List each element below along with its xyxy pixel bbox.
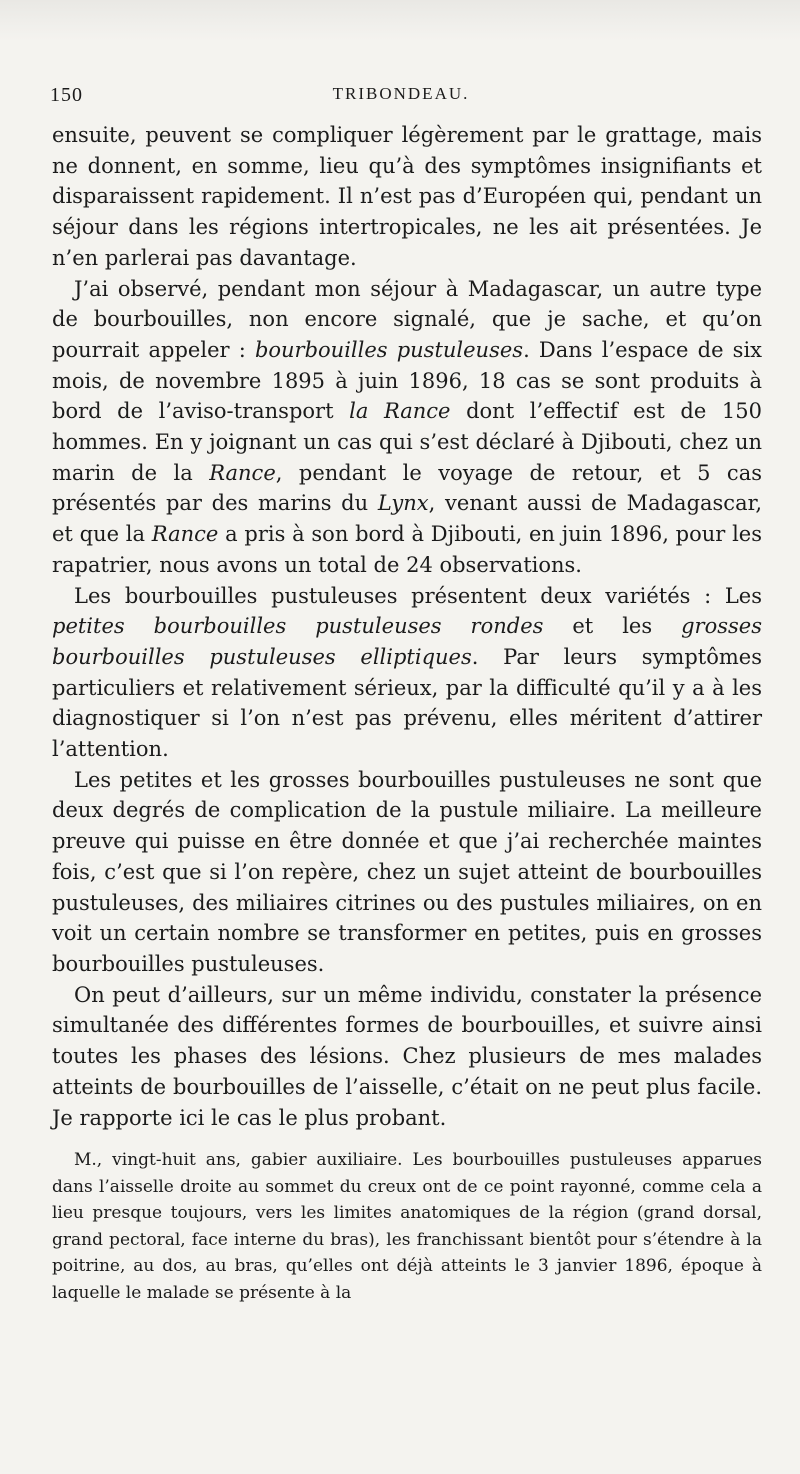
running-head: TRIBONDEAU. (332, 84, 470, 103)
page-top-shadow (0, 0, 800, 40)
text-run: On peut d’ailleurs, sur un même individu, constater la présence simultanée des différentes formes de bourbouilles, et suivre ainsi toutes les phases des lésions. Chez plusieurs de mes malades atteints de bourbouilles de l’aisselle, c’était on ne peut plus facile. Je rapporte ici le cas le plus probant. (52, 982, 762, 1130)
italic-text: petites bourbouilles pustuleuses rondes (52, 614, 544, 639)
italic-text: grosses bourbouilles pustuleuses elliptiques (52, 614, 762, 669)
text-run: et les (543, 614, 682, 639)
book-page (40, 76, 762, 1323)
text-run: ensuite, peuvent se compliquer légèrement par le grattage, mais ne donnent, en somme, lieu qu’à des symptômes insignifiants et disparaissent rapidement. Il n’est pas d’Européen qui, pendant un séjour dans les régions intertropicales, ne les ait présentées. Je n’en parlerai pas davantage. (52, 123, 762, 270)
text-run: , pendant le voyage de retour, et 5 cas présentés par des marins du (52, 460, 762, 516)
paragraph (52, 120, 762, 274)
italic-text: bourbouilles pustuleuses (254, 337, 524, 362)
page-header (40, 76, 762, 120)
paragraph (52, 581, 762, 765)
paragraph (52, 274, 762, 581)
text-run: Les bourbouilles pustuleuses présentent deux variétés : Les (74, 583, 762, 608)
case-note: M., vingt-huit ans, gabier auxiliaire. Les bourbouilles pustuleuses apparues dans l’aisselle droite au sommet du creux ont de ce point rayonné, comme cela a lieu presque toujours, vers les limites anatomiques de la région (grand dorsal, grand pectoral, face interne du bras), les franchissant bientôt pour s’étendre à la poitrine, au dos, au bras, qu’elles ont déjà atteints le 3 janvier 1896, époque à laquelle le malade se présente à la (52, 1150, 762, 1303)
paragraph (52, 980, 762, 1134)
text-run: Les petites et les grosses bourbouilles pustuleuses ne sont que deux degrés de complication de la pustule miliaire. La meilleure preuve qui puisse en être donnée et que j’ai recherchée maintes fois, c’est que si l’on repère, chez un sujet atteint de bourbouilles pustuleuses, des miliaires citrines ou des pustules miliaires, on en voit un certain nombre se transformer en petites, puis en grosses bourbouilles pustuleuses. (52, 767, 762, 976)
italic-text: Lynx (377, 491, 429, 516)
italic-text: Rance (209, 460, 276, 485)
text-run: a pris à son bord à Djibouti, en juin 1896, pour les rapatrier, nous avons un total de 24 observations. (52, 522, 762, 577)
text-run: , venant aussi de Madagascar, et que la (52, 491, 762, 547)
page-number: 150 (50, 84, 83, 106)
paragraph (52, 765, 762, 980)
text-run: dont l’effectif est de 150 hommes. En y joignant un cas qui s’est déclaré à Djibouti, chez un marin de la (52, 399, 762, 485)
text-run: J’ai observé, pendant mon séjour à Madagascar, un autre type de bourbouilles, non encore signalé, que je sache, et qu’on pourrait appeler : (52, 276, 762, 362)
italic-text: la Rance (349, 399, 451, 424)
italic-text: Rance (151, 522, 219, 547)
text-run: . Par leurs symptômes particuliers et relativement sérieux, par la difficulté qu’il y a à les diagnostiquer si l’on n’est pas prévenu, elles méritent d’attirer l’attention. (52, 644, 762, 762)
body-text (40, 120, 762, 1133)
text-run: . Dans l’espace de six mois, de novembre 1895 à juin 1896, 18 cas se sont produits à bord de l’aviso-transport (52, 337, 762, 424)
